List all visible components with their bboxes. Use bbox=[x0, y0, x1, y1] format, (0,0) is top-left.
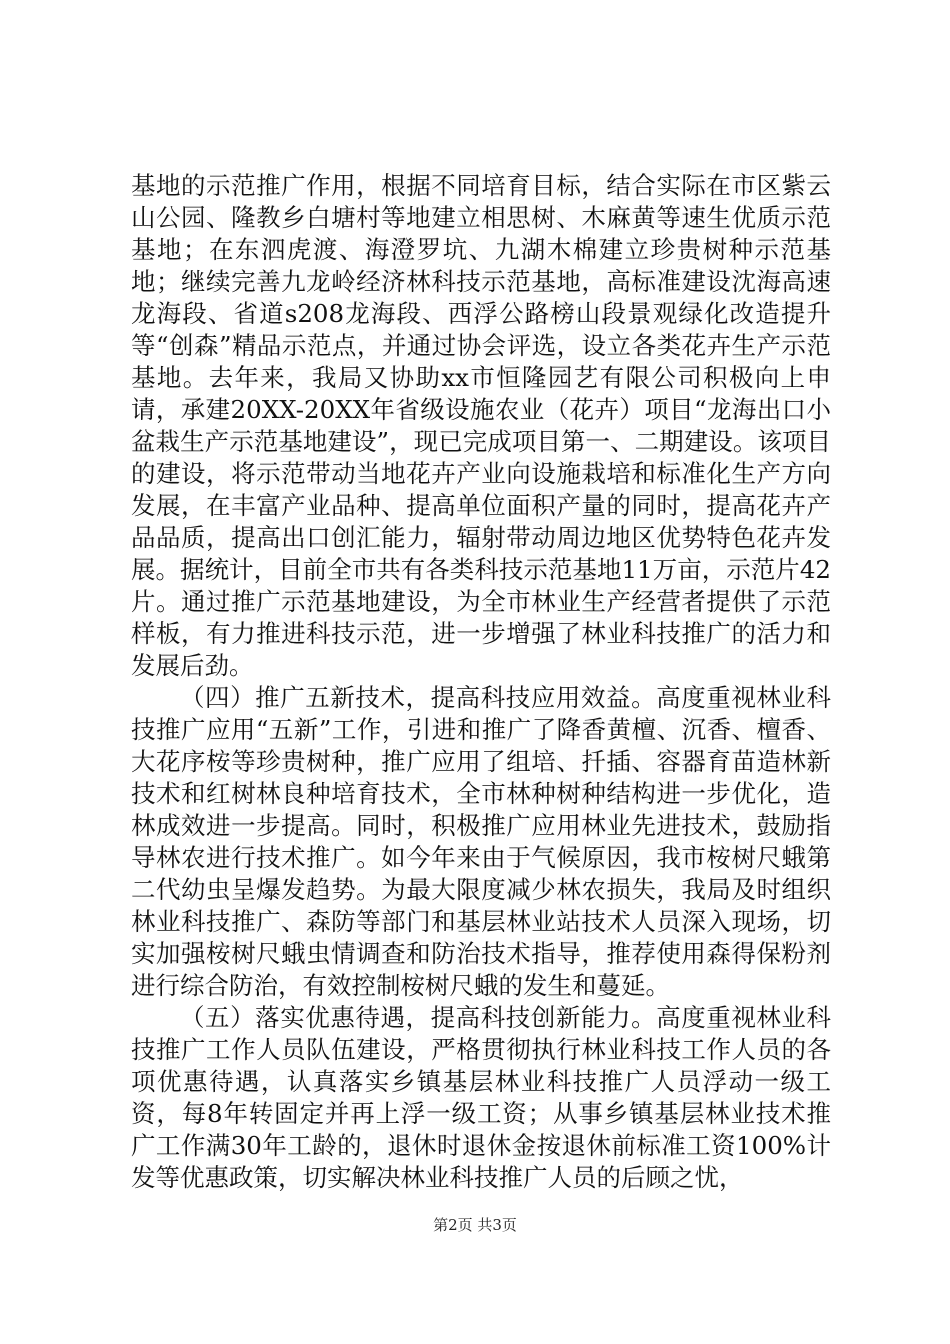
document-body bbox=[131, 170, 831, 1194]
page-number-label: 第2页 共3页 bbox=[433, 1216, 517, 1234]
paragraph-five-new-techniques: （四）推广五新技术，提高科技应用效益。高度重视林业科技推广应用“五新”工作，引进和推广了降香黄檀、沉香、檀香、大花序桉等珍贵树种，推广应用了组培、扦插、容器育苗造林新技术和红树林良种培育技术，全市林种树种结构进一步优化，造林成效进一步提高。同时，积极推广应用林业先进技术，鼓励指导林农进行技术推广。如今年来由于气候原因，我市桉树尺蛾第二代幼虫呈爆发趋势。为最大限度减少林农损失，我局及时组织林业科技推广、森防等部门和基层林业站技术人员深入现场，切实加强桉树尺蛾虫情调查和防治技术指导，推荐使用森得保粉剂进行综合防治，有效控制桉树尺蛾的发生和蔓延。 bbox=[131, 683, 831, 1000]
paragraph-preferential-treatment: （五）落实优惠待遇，提高科技创新能力。高度重视林业科技推广工作人员队伍建设，严格贯彻执行林业科技工作人员的各项优惠待遇，认真落实乡镇基层林业科技推广人员浮动一级工资，每8年转固定并再上浮一级工资；从事乡镇基层林业技术推广工作满30年工龄的，退休时退休金按退休前标准工资100%计发等优惠政策，切实解决林业科技推广人员的后顾之忧， bbox=[131, 1003, 831, 1192]
paragraph-demo-bases: 基地的示范推广作用，根据不同培育目标，结合实际在市区紫云山公园、隆教乡白塘村等地建立相思树、木麻黄等速生优质示范基地；在东泗虎渡、海澄罗坑、九湖木棉建立珍贵树种示范基地；继续完善九龙岭经济林科技示范基地，高标准建设沈海高速龙海段、省道s208龙海段、西浮公路榜山段景观绿化改造提升等“创森”精品示范点，并通过协会评选，设立各类花卉生产示范基地。去年来，我局又协助xx市恒隆园艺有限公司积极向上申请，承建20XX-20XX年省级设施农业（花卉）项目“龙海出口小盆栽生产示范基地建设”，现已完成项目第一、二期建设。该项目的建设，将示范带动当地花卉产业向设施栽培和标准化生产方向发展，在丰富产业品种、提高单位面积产量的同时，提高花卉产品品质，提高出口创汇能力，辐射带动周边地区优势特色花卉发展。据统计，目前全市共有各类科技示范基地11万亩，示范片42片。通过推广示范基地建设，为全市林业生产经营者提供了示范样板，有力推进科技示范，进一步增强了林业科技推广的活力和发展后劲。 bbox=[131, 171, 831, 680]
page-footer bbox=[0, 1215, 950, 1235]
